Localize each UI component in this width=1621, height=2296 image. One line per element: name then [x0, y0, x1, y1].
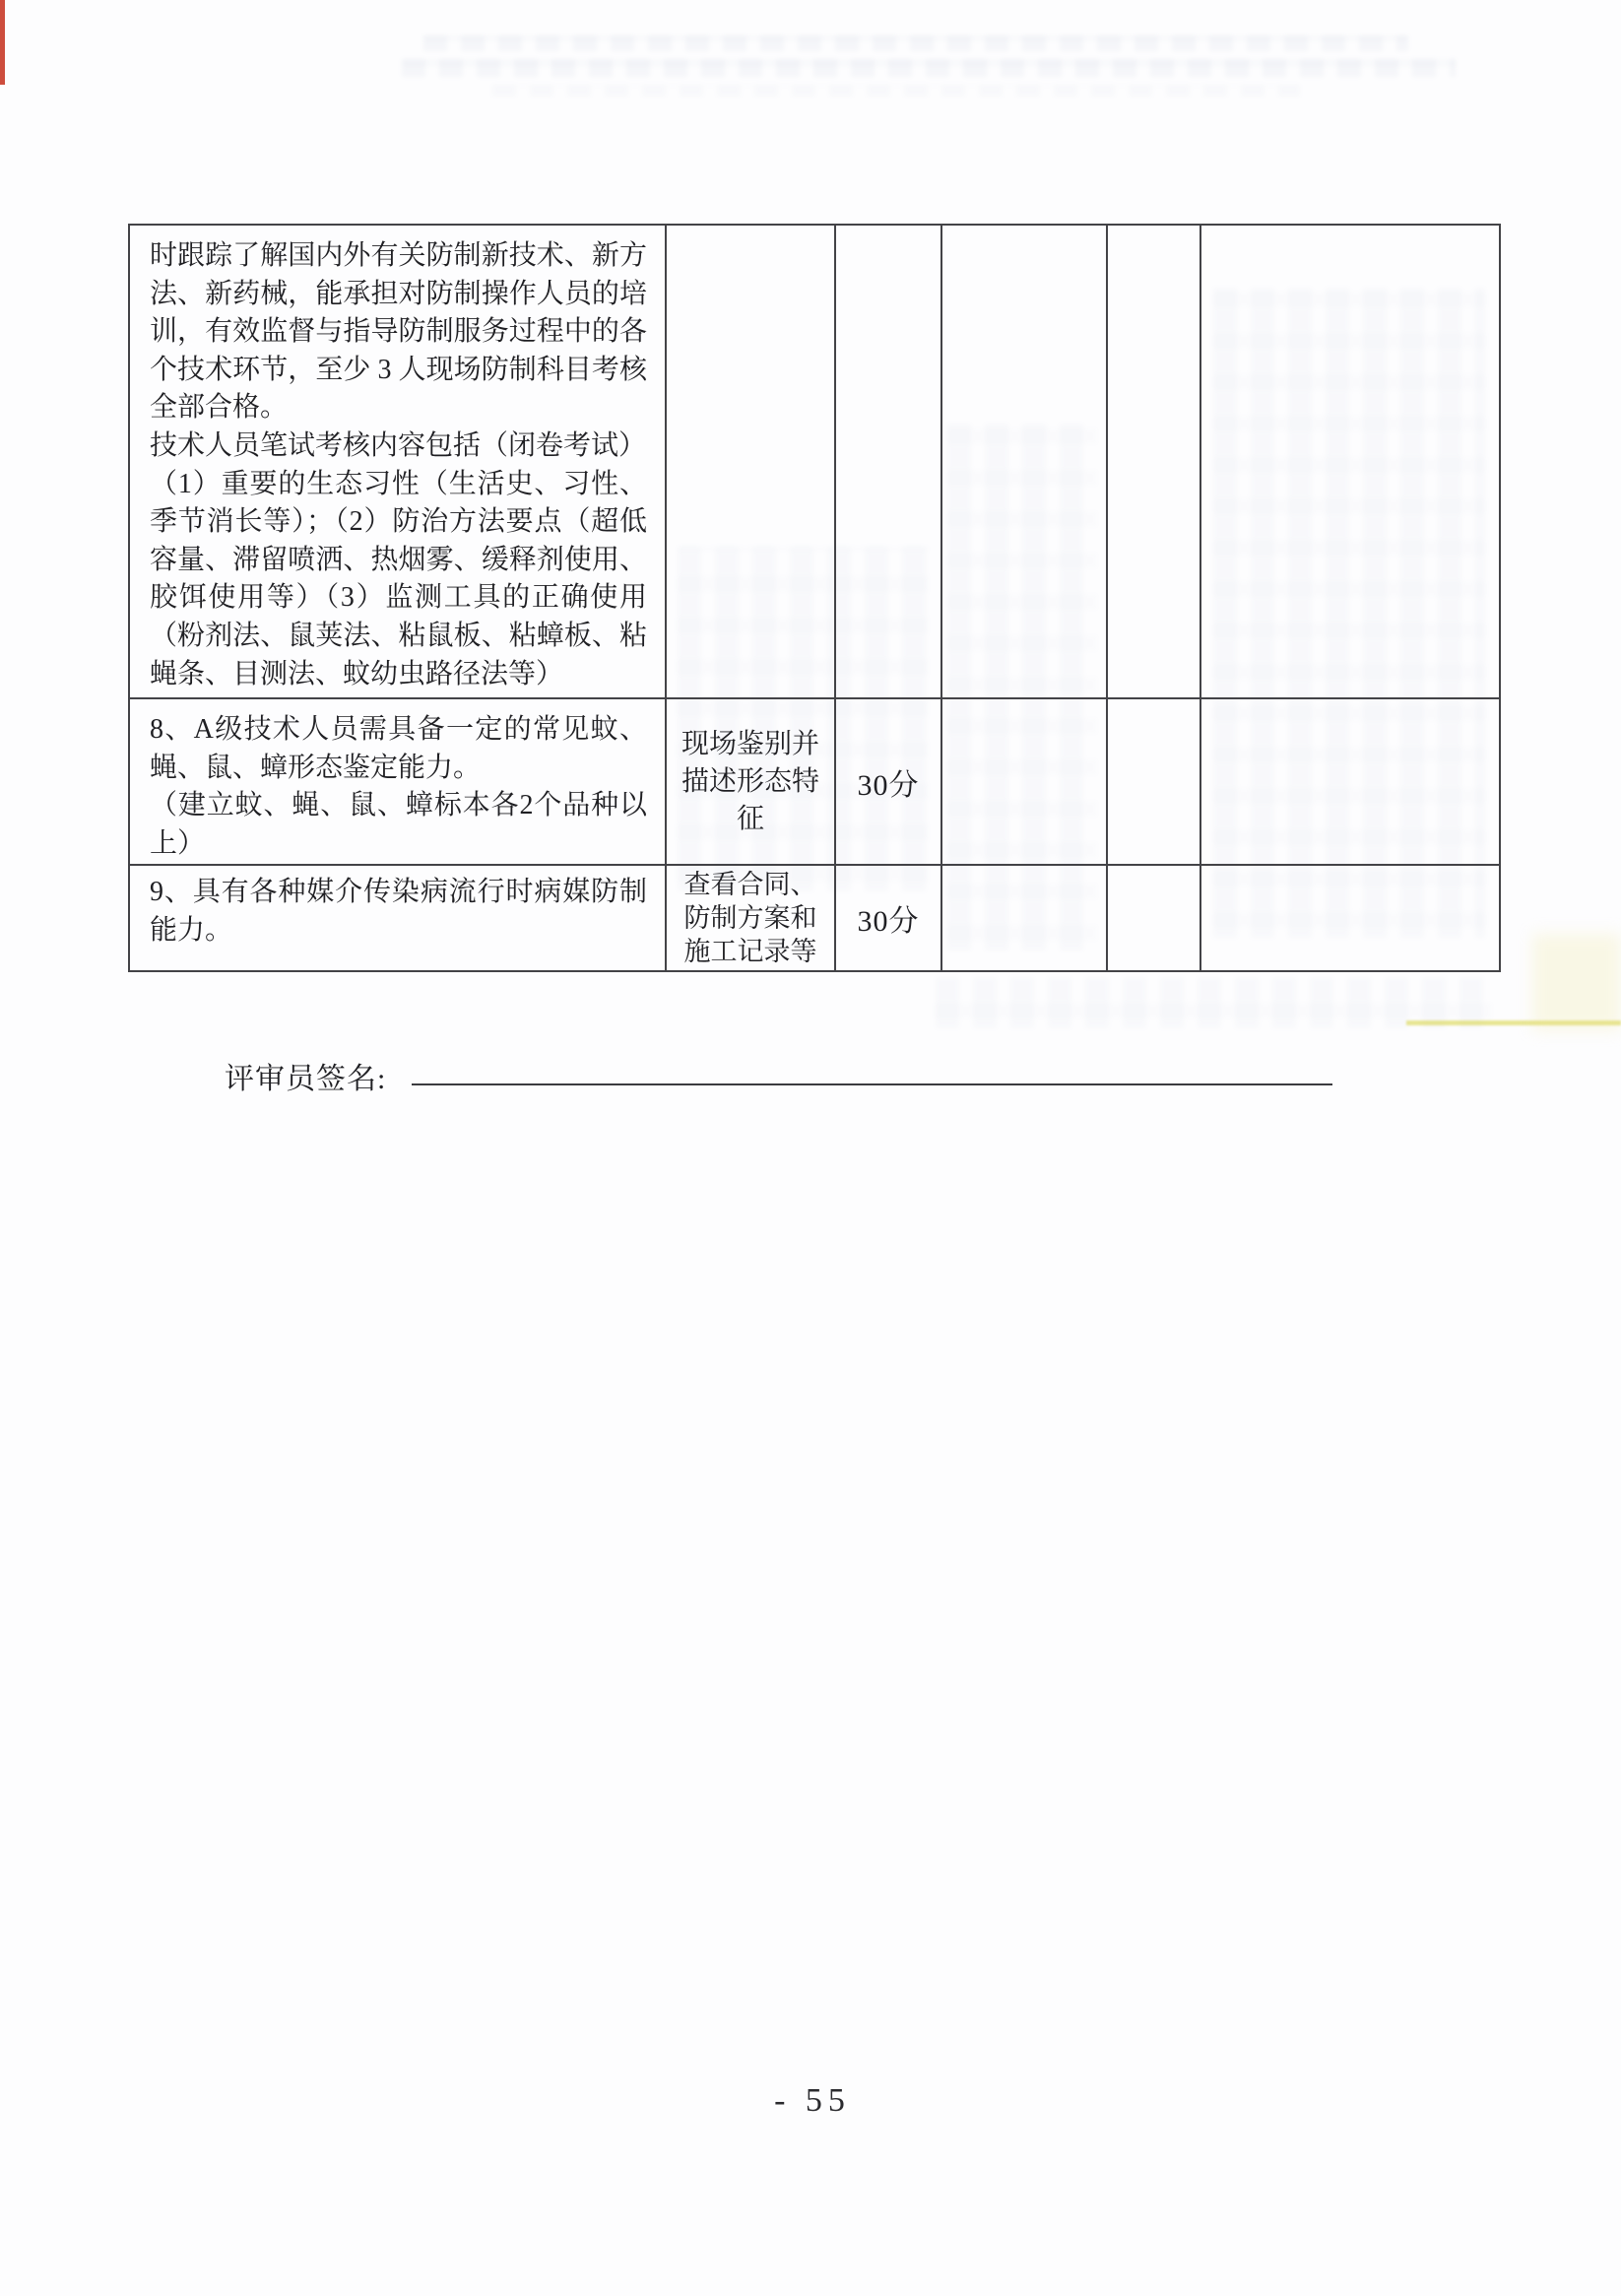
bleed-artifact	[402, 59, 1456, 77]
empty-cell	[941, 698, 1107, 865]
criteria-paragraph: （建立蚊、蝇、鼠、蟑标本各2个品种以上）	[150, 790, 647, 859]
criteria-paragraph: 技术人员笔试考核内容包括（闭卷考试）	[150, 429, 647, 461]
page-number: - 55	[774, 2082, 851, 2119]
score-cell-item8: 30分	[835, 698, 941, 865]
empty-cell	[1200, 865, 1500, 971]
criteria-cell-continuation	[129, 225, 666, 698]
table-row-item9	[129, 865, 1500, 971]
method-cell-item9: 查看合同、防制方案和施工记录等	[666, 865, 835, 971]
criteria-paragraph: 8、A级技术人员需具备一定的常见蚊、蝇、鼠、蟑形态鉴定能力。	[150, 714, 647, 783]
score-cell-empty	[835, 225, 941, 698]
bleed-artifact	[423, 35, 1408, 51]
empty-cell	[1200, 698, 1500, 865]
method-cell-empty	[666, 225, 835, 698]
empty-cell	[941, 225, 1107, 698]
score-cell-item9: 30分	[835, 865, 941, 971]
empty-cell	[941, 865, 1107, 971]
empty-cell	[1107, 698, 1200, 865]
criteria-paragraph: 时跟踪了解国内外有关防制新技术、新方法、新药械，能承担对防制操作人员的培训，有效监督与指导防制服务过程中的各个技术环节，至少 3 人现场防制科目考核全部合格。	[150, 240, 647, 424]
empty-cell	[1107, 865, 1200, 971]
bleed-artifact	[492, 85, 1300, 97]
scan-yellow-patch	[1532, 934, 1621, 1030]
method-cell-item8: 现场鉴别并描述形态特征	[666, 698, 835, 865]
assessment-table	[128, 224, 1501, 972]
signature-underline	[412, 1083, 1332, 1085]
criteria-cell-item9	[129, 865, 666, 971]
empty-cell	[1107, 225, 1200, 698]
criteria-cell-item8	[129, 698, 666, 865]
empty-cell	[1200, 225, 1500, 698]
criteria-paragraph: （1）重要的生态习性（生活史、习性、季节消长等）；（2）防治方法要点（超低容量、滞留喷洒、热烟雾、缓释剂使用、胶饵使用等）（3）监测工具的正确使用（粉剂法、鼠荚法、粘鼠板、粘蟑板、粘蝇条、目测法、蚊幼虫路径法等）	[150, 468, 647, 689]
criteria-paragraph: 9、具有各种媒介传染病流行时病媒防制能力。	[150, 877, 647, 946]
reviewer-signature-label: 评审员签名:	[225, 1063, 387, 1095]
scan-red-edge-mark	[0, 0, 5, 85]
table-row-continuation	[129, 225, 1500, 698]
table-row-item8	[129, 698, 1500, 865]
